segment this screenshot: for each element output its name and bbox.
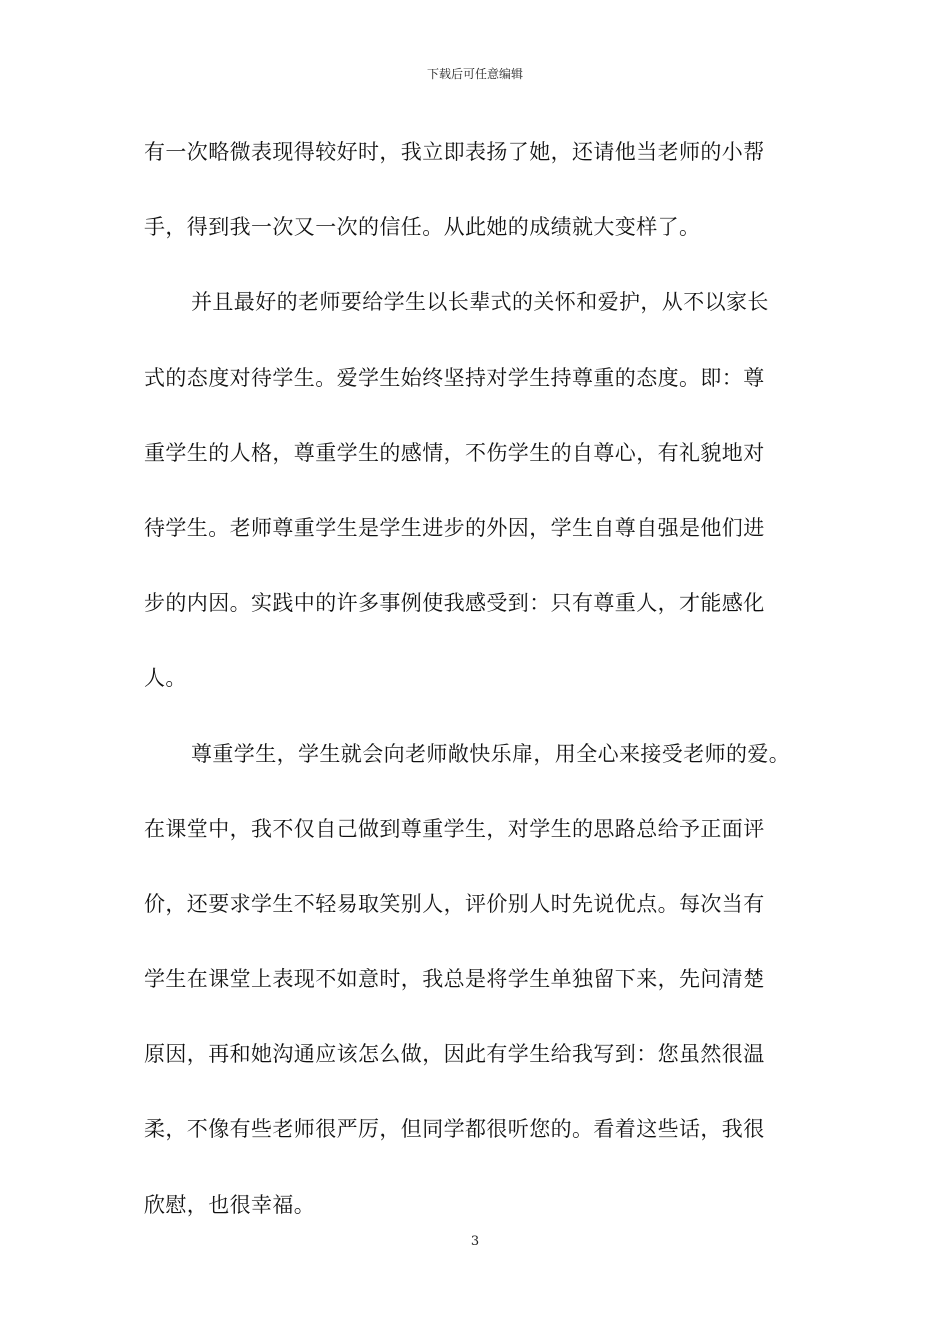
text-line: 待学生。老师尊重学生是学生进步的外因，学生自尊自强是他们进 (144, 515, 765, 540)
text-line: 人。 (144, 666, 187, 691)
body-text (144, 128, 819, 1256)
text-line: 学生在课堂上表现不如意时，我总是将学生单独留下来，先问清楚 (144, 967, 765, 992)
text-line: 价，还要求学生不轻易取笑别人，评价别人时先说优点。每次当有 (144, 891, 765, 916)
text-line: 原因，再和她沟通应该怎么做，因此有学生给我写到：您虽然很温 (144, 1042, 765, 1067)
text-line: 有一次略微表现得较好时，我立即表扬了她，还请他当老师的小帮 (144, 140, 765, 164)
text-line: 柔，不像有些老师很严厉，但同学都很听您的。看着这些话，我很 (144, 1117, 765, 1142)
text-line: 手，得到我一次又一次的信任。从此她的成绩就大变样了。 (144, 215, 701, 240)
text-line: 在课堂中，我不仅自己做到尊重学生，对学生的思路总给予正面评 (144, 816, 765, 841)
text-line: 欣慰，也很幸福。 (144, 1192, 316, 1217)
text-line: 步的内因。实践中的许多事例使我感受到：只有尊重人，才能感化 (144, 591, 765, 616)
page-header: 下载后可任意编辑 (426, 67, 523, 81)
page-number: 3 (470, 1234, 480, 1249)
text-line: 式的态度对待学生。爱学生始终坚持对学生持尊重的态度。即：尊 (144, 365, 765, 390)
paragraph-start-line: 并且最好的老师要给学生以长辈式的关怀和爱护，从不以家长 (191, 290, 769, 315)
paragraph-start-line: 尊重学生，学生就会向老师敞快乐扉，用全心来接受老师的爱。 (191, 741, 791, 766)
text-line: 重学生的人格，尊重学生的感情，不伤学生的自尊心，有礼貌地对 (144, 440, 765, 465)
